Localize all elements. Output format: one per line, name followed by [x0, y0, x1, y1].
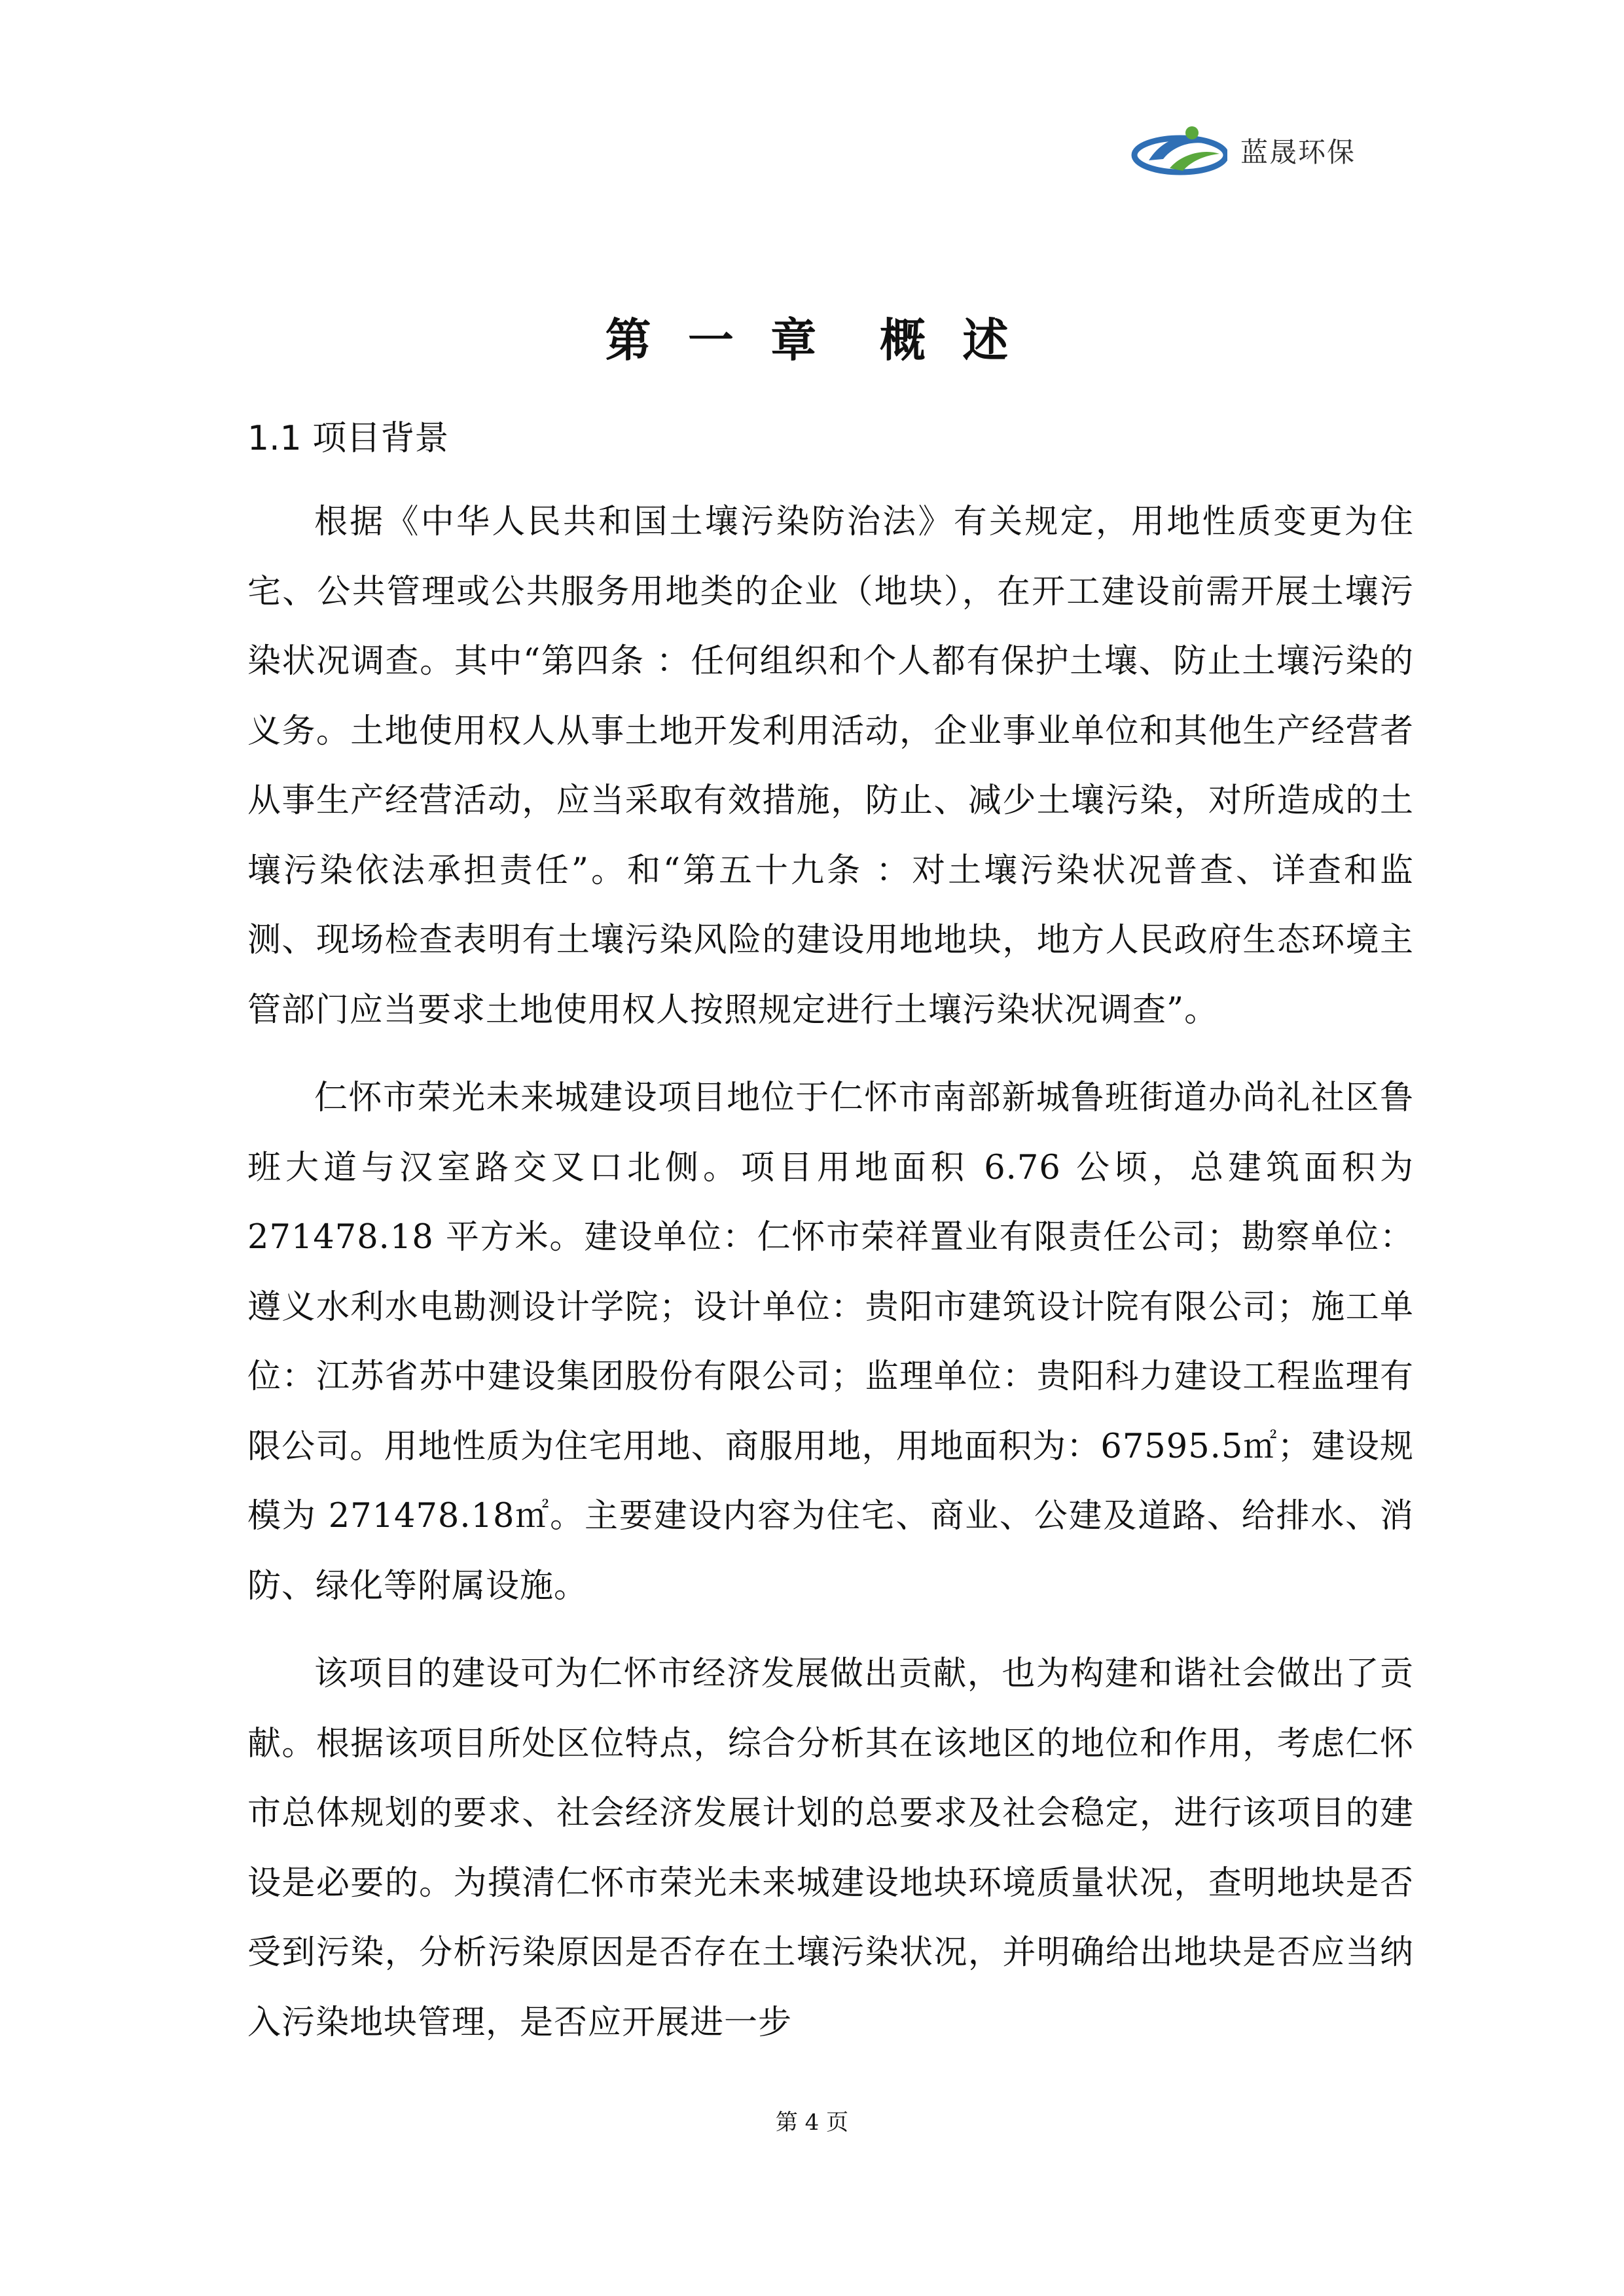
page-number: 第 4 页 [775, 2109, 849, 2136]
paragraph-project-info: 仁怀市荣光未来城建设项目地位于仁怀市南部新城鲁班街道办尚礼社区鲁班大道与汉室路交叉口北侧。项目用地面积 6.76 公顷，总建筑面积为 271478.18 平方米。建设单位：仁怀市荣祥置业有限责任公司；勘察单位：遵义水利水电勘测设计学院；设计单位：贵阳市建筑设计院有限公司；施工单位：江苏省苏中建设集团股份有限公司；监理单位：贵阳科力建设工程监理有限公司。用地性质为住宅用地、商服用地，用地面积为：67595.5㎡；建设规模为 271478.18㎡。主要建设内容为住宅、商业、公建及道路、给排水、消防、绿化等附属设施。 [247, 1079, 1414, 1605]
header-logo [1129, 118, 1404, 183]
company-name: 蓝晟环保 [1240, 136, 1356, 168]
paragraph-project-purpose: 该项目的建设可为仁怀市经济发展做出贡献，也为构建和谐社会做出了贡献。根据该项目所处区位特点，综合分析其在该地区的地位和作用，考虑仁怀市总体规划的要求、社会经济发展计划的总要求及社会稳定，进行该项目的建设是必要的。为摸清仁怀市荣光未来城建设地块环境质量状况，查明地块是否受到污染，分析污染原因是否存在土壤污染状况，并明确给出地块是否应当纳入污染地块管理，是否应开展进一步 [247, 1655, 1414, 2042]
company-logo-icon [1129, 121, 1227, 180]
paragraph-legal-basis: 根据《中华人民共和国土壤污染防治法》有关规定，用地性质变更为住宅、公共管理或公共服务用地类的企业（地块），在开工建设前需开展土壤污染状况调查。其中“第四条 ：任何组织和个人都有保护土壤、防止土壤污染的义务。土地使用权人从事土地开发利用活动，企业事业单位和其他生产经营者从事生产经营活动，应当采取有效措施，防止、减少土壤污染，对所造成的土壤污染依法承担责任”。和“第五十九条 ：对土壤污染状况普查、详查和监测、现场检查表明有土壤污染风险的建设用地地块，地方人民政府生态环境主管部门应当要求土地使用权人按照规定进行土壤污染状况调查”。 [247, 503, 1414, 1030]
body-text [247, 488, 1414, 2058]
chapter-title: 第 一 章 概 述 [605, 314, 1019, 367]
section-title: 1.1 项目背景 [247, 419, 449, 458]
